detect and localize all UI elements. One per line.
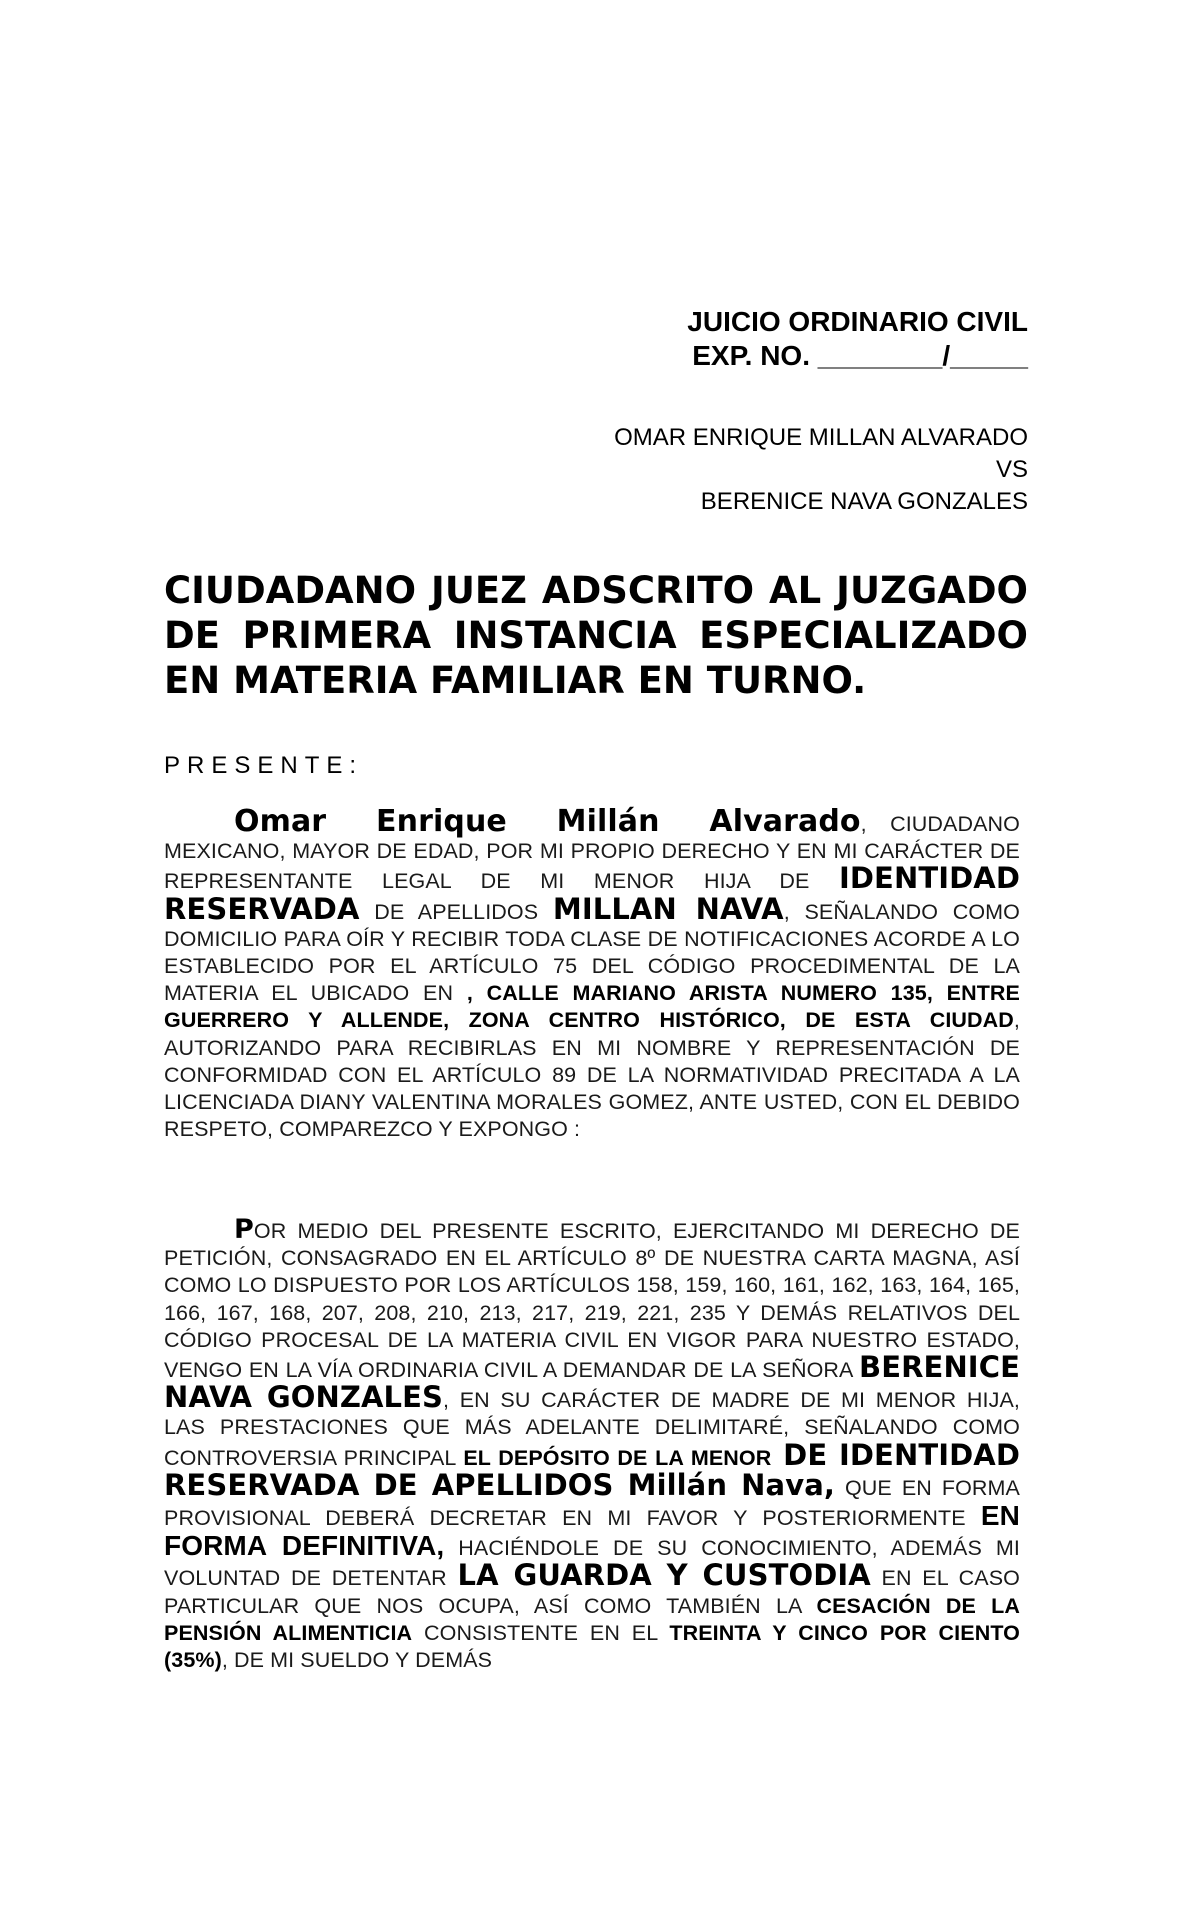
defendant-name: BERENICE NAVA GONZALES (700, 488, 1028, 515)
bold-text: IDENTIDAD RESERVADA (164, 861, 1020, 926)
paragraph-text: , EN SU CARÁCTER DE MADRE DE MI MENOR HIJA, LAS PRESTACIONES QUE MÁS ADELANTE DELIMITARÉ, SEÑALANDO COMO CONTROVERSIA PRINCIPAL (164, 1388, 1020, 1470)
drop-cap: P (234, 1214, 254, 1245)
paragraph-petition (164, 1216, 1020, 1674)
defendant-name-inline: BERENICE NAVA GONZALES (164, 1350, 1020, 1415)
presente-label: PRESENTE: (164, 752, 364, 779)
bold-text: TREINTA Y CINCO POR CIENTO (35%) (164, 1620, 1020, 1673)
paragraph-text: , SEÑALANDO COMO DOMICILIO PARA OÍR Y RECIBIR TODA CLASE DE NOTIFICACIONES ACORDE A LO ESTABLECIDO POR EL ARTÍCULO 75 DEL CÓDIGO PROCEDIMENTAL DE LA MATERIA EL UBICADO EN (164, 899, 1020, 1006)
paragraph-text: CONSISTENTE EN EL (412, 1620, 670, 1645)
plaintiff-name: OMAR ENRIQUE MILLAN ALVARADO (614, 424, 1028, 451)
bold-text: LA GUARDA Y CUSTODIA (457, 1558, 871, 1593)
paragraph-text: HACIÉNDOLE DE SU CONOCIMIENTO, ADEMÁS MI VOLUNTAD DE DETENTAR (164, 1536, 1020, 1591)
paragraph-intro (164, 804, 1020, 1143)
case-file-number: EXP. NO. ________/_____ (692, 340, 1028, 371)
paragraph-text: , DE MI SUELDO Y DEMÁS (221, 1648, 493, 1673)
bold-text: MILLAN NAVA (552, 891, 784, 926)
versus-label: VS (995, 456, 1028, 483)
paragraph-text: EN EL CASO PARTICULAR QUE NOS OCUPA, ASÍ COMO TAMBIÉN LA (164, 1566, 1020, 1618)
bold-text: CESACIÓN DE LA PENSIÓN ALIMENTICIA (164, 1593, 1021, 1645)
case-type: JUICIO ORDINARIO CIVIL (687, 306, 1028, 337)
paragraph-text: DE APELLIDOS (359, 899, 553, 924)
address-text: , CALLE MARIANO ARISTA NUMERO 135, ENTRE GUERRERO Y ALLENDE, ZONA CENTRO HISTÓRICO, DE ESTA CIUDAD (164, 981, 1020, 1033)
paragraph-text: QUE EN FORMA PROVISIONAL DEBERÁ DECRETAR EN MI FAVOR Y POSTERIORMENTE (164, 1475, 1020, 1531)
bold-text: EL DEPÓSITO DE LA MENOR (463, 1445, 772, 1470)
case-header (687, 305, 1028, 373)
paragraph-text: , AUTORIZANDO PARA RECIBIRLAS EN MI NOMBRE Y REPRESENTACIÓN DE CONFORMIDAD CON EL ARTÍCULO 89 DE LA NORMATIVIDAD PRECITADA A LA LICENCIADA DIANY VALENTINA MORALES GOMEZ (164, 1008, 1020, 1115)
petitioner-name: Omar Enrique Millán Alvarado (234, 804, 861, 839)
paragraph-text: , ANTE USTED, CON EL DEBIDO RESPETO, COMPAREZCO Y EXPONGO : (164, 1090, 1020, 1142)
addressee-heading: CIUDADANO JUEZ ADSCRITO AL JUZGADO DE PRIMERA INSTANCIA ESPECIALIZADO EN MATERIA FAMILIAR EN TURNO. (164, 569, 1028, 702)
bold-text: EN FORMA DEFINITIVA, (164, 1500, 1020, 1562)
paragraph-text: OR MEDIO DEL PRESENTE ESCRITO, EJERCITANDO MI DERECHO DE PETICIÓN, CONSAGRADO EN EL ARTÍCULO 8º DE NUESTRA CARTA MAGNA, ASÍ COMO LO DISPUESTO POR LOS ARTÍCULOS 158, 159, 160, 161, 162, 163, 164, 165, 166, 167, 168, 207, 208, 210, 213, 217, 219, 221, 235 Y DEMÁS RELATIVOS DEL CÓDIGO PROCESAL DE LA MATERIA CIVIL EN VIGOR PARA NUESTRO ESTADO, VENGO EN LA VÍA ORDINARIA CIVIL A DEMANDAR DE LA SEÑORA (164, 1219, 1020, 1383)
bold-text: DE IDENTIDAD RESERVADA DE APELLIDOS Millán Nava, (164, 1437, 1020, 1502)
paragraph-text: , CIUDADANO MEXICANO, MAYOR DE EDAD, POR MI PROPIO DERECHO Y EN MI CARÁCTER DE REPRESENTANTE LEGAL DE MI MENOR HIJA DE (164, 812, 1020, 894)
case-parties (614, 422, 1028, 518)
